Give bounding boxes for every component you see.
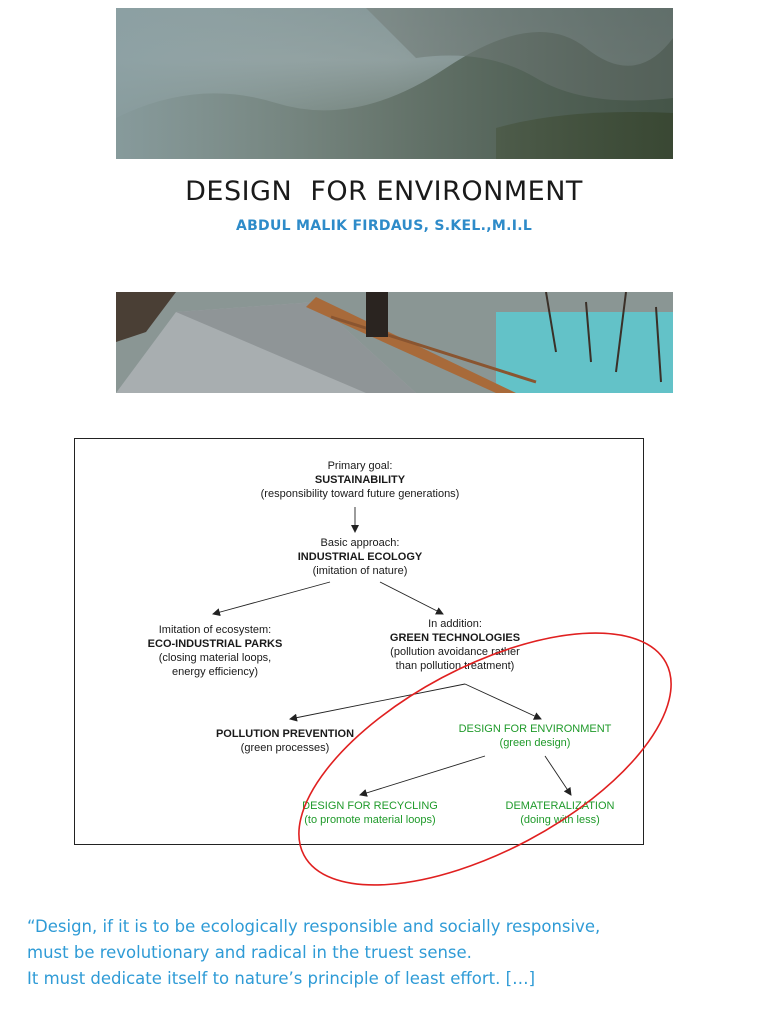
basic-approach-heading: INDUSTRIAL ECOLOGY	[297, 551, 423, 563]
primary-goal-heading: SUSTAINABILITY	[314, 474, 406, 486]
basic-approach-intro: Basic approach:	[320, 537, 400, 549]
page-title: DESIGN FOR ENVIRONMENT	[185, 176, 583, 207]
ecosystem-heading: ECO-INDUSTRIAL PARKS	[147, 638, 283, 650]
dematerialization-detail: (doing with less)	[520, 814, 600, 826]
arrow-approach-to-greentech	[380, 582, 443, 614]
design-recycling-heading: DESIGN FOR RECYCLING	[302, 800, 438, 812]
green-tech-intro: In addition:	[428, 618, 482, 630]
ecosystem-detail-1: (closing material loops,	[158, 652, 272, 664]
green-tech-detail-1: (pollution avoidance rather	[390, 646, 520, 658]
basic-approach-detail: (imitation of nature)	[312, 565, 408, 577]
pollution-prevention-heading: POLLUTION PREVENTION	[215, 728, 355, 740]
quote-block	[27, 914, 747, 992]
arrow-greentech-to-dfe	[465, 684, 541, 719]
ecosystem-intro: Imitation of ecosystem:	[158, 624, 272, 636]
arrow-dfe-to-recycling	[360, 756, 485, 795]
highlight-ellipse	[261, 582, 709, 937]
primary-goal-detail: (responsibility toward future generations)	[260, 488, 460, 500]
design-environment-heading: DESIGN FOR ENVIRONMENT	[458, 723, 612, 735]
green-tech-detail-2: than pollution treatment)	[395, 660, 515, 672]
dematerialization-heading: DEMATERALIZATION	[505, 800, 615, 812]
quote-line-3: It must dedicate itself to nature’s principle of least effort. […]	[27, 969, 536, 988]
primary-goal-intro: Primary goal:	[327, 460, 393, 472]
quote-line-1: “Design, if it is to be ecologically responsible and socially responsive,	[27, 917, 601, 936]
quote-line-2: must be revolutionary and radical in the truest sense.	[27, 943, 472, 962]
design-recycling-detail: (to promote material loops)	[304, 814, 436, 826]
ecosystem-detail-2: energy efficiency)	[171, 666, 258, 678]
arrow-greentech-to-prevention	[290, 684, 465, 719]
arrow-approach-to-parks	[213, 582, 330, 614]
green-tech-heading: GREEN TECHNOLOGIES	[389, 632, 521, 644]
arrow-dfe-to-demat	[545, 756, 571, 795]
pollution-prevention-detail: (green processes)	[240, 742, 330, 754]
design-environment-detail: (green design)	[499, 737, 571, 749]
author-name: ABDUL MALIK FIRDAUS, S.KEL.,M.I.L	[235, 218, 533, 234]
